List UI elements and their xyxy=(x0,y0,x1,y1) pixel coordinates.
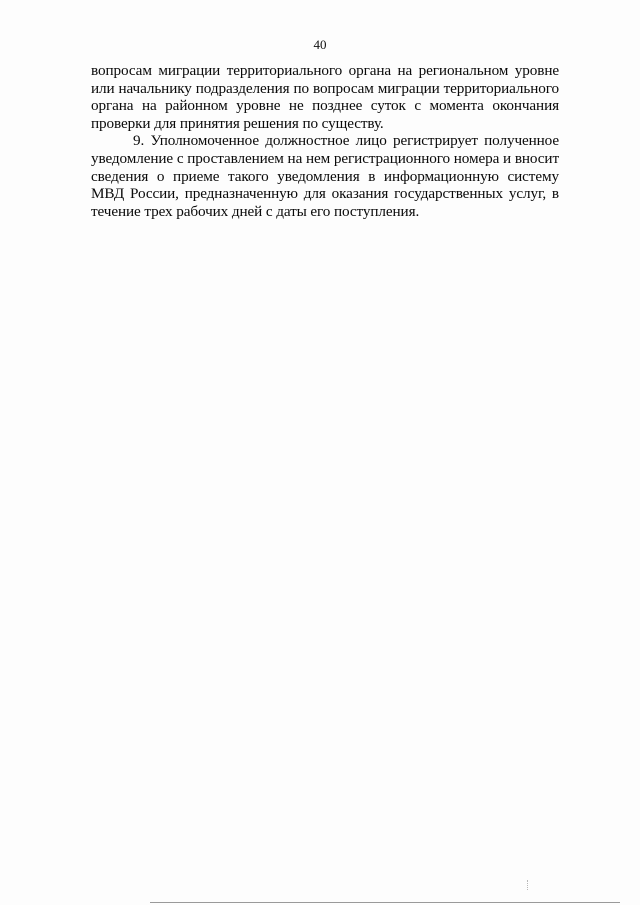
scan-artifact xyxy=(527,880,530,890)
paragraph-continuation: вопросам миграции территориального органа на региональном уровне или начальнику подразделения по вопросам миграции территориального органа на районном уровне не позднее суток с момента окончания проверки для принятия решения по существу. xyxy=(91,62,559,132)
document-body xyxy=(91,62,559,220)
page-number: 40 xyxy=(313,37,327,52)
scan-bottom-edge xyxy=(150,902,620,903)
paragraph-item-9: 9. Уполномоченное должностное лицо регистрирует полученное уведомление с проставлением на нем регистрационного номера и вносит сведения о приеме такого уведомления в информационную систему МВД России, предназначенную для оказания государственных услуг, в течение трех рабочих дней с даты его поступления. xyxy=(91,132,559,220)
